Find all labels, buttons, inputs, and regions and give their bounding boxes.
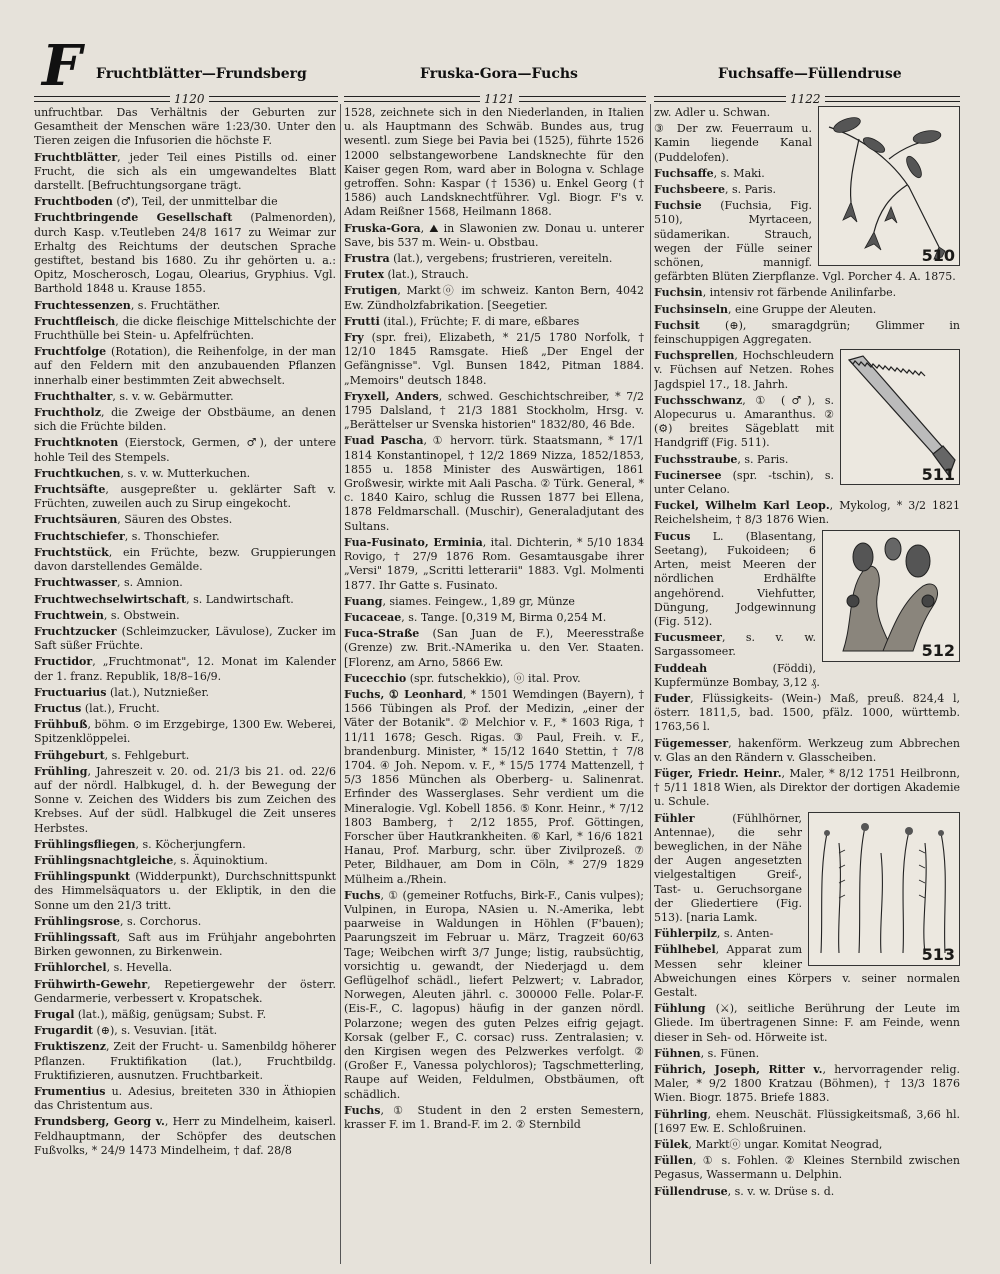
entry-headword: Fructidor <box>34 655 93 669</box>
entry-text: u. Adesius, breiteten 330 in Äthiopien das Christentum aus. <box>34 1085 336 1113</box>
dictionary-entry <box>654 1154 960 1182</box>
dictionary-entry <box>34 702 336 716</box>
dictionary-entry <box>34 749 336 763</box>
entry-text: , ital. Dichterin, * 5/10 1834 Rovigo, † 27/9 1876 Rom. Gesamtausgabe ihrer „Versi" 1879, „Scritti letterarii" 1883. Vgl. Molmenti 1877. Ihr Gatte s. Fusinato. <box>344 535 644 592</box>
entry-headword: Füger, Friedr. Heinr. <box>654 766 782 780</box>
entry-headword: Frugal <box>34 1007 75 1021</box>
entry-headword: Frugardit <box>34 1024 93 1038</box>
entry-headword: Frutigen <box>344 284 398 298</box>
entry-headword: Fühler <box>654 811 695 825</box>
seaweed-illustration <box>823 531 957 659</box>
column-divider <box>650 104 651 1264</box>
dictionary-entry <box>344 611 644 625</box>
dictionary-entry <box>654 286 960 300</box>
entry-text: (spr. frei), Elizabeth, * 21/5 1780 Norfolk, † 12/10 1845 Ramsgate. Hieß „Der Engel der Gefängnisse". Vgl. Bunsen 1842, Pitman 1884. „Memoirs" deutsch 1848. <box>344 331 644 387</box>
entry-text: 1528, zeichnete sich in den Niederlanden, in Italien u. als Hauptmann des Schwäb. Bundes aus, trug wesentl. zum Siege bei Pavia bei (1525), führte 1526 12000 selbstangeworbene Landsknechte für den Kaiser gegen Rom, ward aber in Bologna v. Schlage getroffen. Sohn: Kaspar († 1536) u. Enkel Georg († 1586) auch Landsknechtführer. Vgl. Biogr. F's v. Adam Reißner 1568, Heilmann 1868. <box>344 106 644 219</box>
entry-text: , s. Fünen. <box>700 1046 760 1060</box>
column-left <box>34 106 336 1264</box>
entry-text: , * 1501 Wemdingen (Bayern), † 1566 Tübingen als Prof. der Medizin, „einer der Väter der Botanik". ② Melchior v. F., * 1603 Riga, † 11/11 1678; Gesch. Rigas. ③ Paul, Freih. v. F., brandenburg. Minister, * 15/12 1640 Stettin, † 7/8 1704. ④ Joh. Nepom. v. F., * 15/5 1774 Mattenzell, † 5/3 1856 München als Oberberg- u. Salinenrat. Erfinder des Wasserglases. Sehr verdient um die Mineralogie. Vgl. Kobell 1856. ⑤ Konr. Heinr., * 7/12 1803 Bamberg, † 2/12 1855, Prof. Göttingen, Forscher über Hautkrankheiten. ⑥ Karl, * 16/6 1821 Hanau, Prof. Marburg, schr. über Zivilprozeß. ⑦ Peter, Bildhauer, am Dom in Cöln, * 27/9 1829 Mülheim a./Rhein. <box>344 687 644 886</box>
entry-text: , ① Student in den 2 ersten Semestern, krasser F. im 1. Brand-F. im 2. ② Sternbild <box>344 1103 644 1132</box>
dictionary-entry <box>344 252 644 266</box>
entry-headword: Frühlorchel <box>34 961 107 975</box>
running-head-left: Fruchtblätter—Frundsberg <box>96 66 307 82</box>
dictionary-entry <box>34 530 336 544</box>
dictionary-entry <box>344 268 644 282</box>
page-number-left: 1120 <box>170 92 209 106</box>
dictionary-entry <box>34 686 336 700</box>
figure-number: 513 <box>921 945 955 965</box>
figure-number: 510 <box>921 245 955 265</box>
entry-headword: Fruchtholz <box>34 406 101 420</box>
dictionary-entry <box>654 303 960 317</box>
entry-headword: Fuchs, ① Leonhard <box>344 687 463 701</box>
entry-text: (♂), Teil, der unmittelbar die <box>112 195 278 209</box>
entry-headword: Fruchtsäfte <box>34 483 106 497</box>
dictionary-entry <box>34 870 336 913</box>
dictionary-entry <box>34 655 336 683</box>
entry-text: , intensiv rot färbende Anilinfarbe. <box>702 286 897 300</box>
dictionary-entry <box>654 1185 960 1199</box>
dictionary-entry <box>34 195 336 209</box>
entry-text: (⚔), seitliche Berührung der Leute im Gliede. Im übertragenen Sinne: F. am Feinde, wenn dieser in Seh- od. Hörweite ist. <box>654 1002 960 1044</box>
entry-headword: Fuang <box>344 594 383 608</box>
entry-headword: Fühlhebel <box>654 943 716 957</box>
dictionary-entry <box>34 151 336 194</box>
dictionary-entry <box>344 331 644 388</box>
entry-headword: Fruktiszenz <box>34 1040 106 1054</box>
entry-text: L. (Blasentang, Seetang), Fukoideen; 6 Arten, meist Meeren der nördlichen Erdhälfte angehörend. Viehfutter, Düngung, Jodgewinnung (Fig. 512). <box>654 529 816 628</box>
dictionary-entry <box>34 315 336 343</box>
dictionary-entry <box>344 688 644 887</box>
entry-text: , Marktⓞ im schweiz. Kanton Bern, 4042 Ew. Zündholzfabrikation. [Seegetier. <box>344 284 644 312</box>
entry-text: , Herr zu Mindelheim, kaiserl. Feldhauptmann, der Schöpfer des deutschen Fußvolks, * 24/9 1473 Mindelheim, † daf. 28/8 <box>34 1115 336 1157</box>
entry-text: unfruchtbar. Das Verhältnis der Geburten zur Gesamtheit der Menschen wäre 1:23/30. Unter den Tieren zeigen die Infusorien die höchste F. <box>34 106 336 148</box>
entry-headword: Fuchsin <box>654 286 703 300</box>
entry-text: , ausgepreßter u. geklärter Saft v. Früchten, zuweilen auch zu Sirup eingekocht. <box>34 483 336 511</box>
entry-headword: Fruchtschiefer <box>34 529 125 543</box>
dictionary-entry <box>34 467 336 481</box>
entry-text: , ① (♂), s. Alopecurus u. Amaranthus. ② (⚙) breites Sägeblatt mit Handgriff (Fig. 511). <box>654 393 834 450</box>
entry-text: , Maler, * 8/12 1751 Heilbronn, † 5/11 1818 Wien, als Direktor der dortigen Akademie u. Schule. <box>654 766 960 809</box>
entry-headword: Frutex <box>344 268 385 282</box>
entry-text: (Rotation), die Reihenfolge, in der man auf den Feldern mit den anzubauenden Pflanzen innerhalb einer bestimmten Zeit abwechselt. <box>34 345 336 387</box>
entry-text: , ① (gemeiner Rotfuchs, Birk-F., Canis vulpes); Vulpinen, in Europa, NAsien u. N.-Amerika, lebt paarweise in Waldungen in Höhlen (F'bauen); Paarungszeit im Februar u. März, Tragzeit 60/63 Tage; Weibchen wirft 3/7 Junge; listig, raubsüchtig, vorsichtig u. gewandt, der Niederjagd u. dem Geflügelhof schädl., liefert Pelzwert; v. Labrador, Norwegen, Aleuten jährl. c. 300000 Felle. Polar-F. (Eis-F., C. lagopus) häufig in der ganzen nördl. Polarzone; wegen des guten Pelzes eifrig gejagt. Korsak (gelber F., C. corsac) russ. Zentralasien; v. den Kirgisen wegen des Pelzwerkes verfolgt. ② (Großer F., Vanessa polychloros); Tagschmetterling, Raupe auf Weiden, Feldulmen, Obstbäumen, oft schädlich. <box>344 888 644 1101</box>
entry-text: (Fuchsia, Fig. 510), Myrtaceen, südamerikan. Strauch, wegen der Fülle seiner schönen, mannigf. gefärbten Blüten Zierpflanze. Vgl. Porcher 4. A. 1875. <box>654 199 956 284</box>
entry-headword: Fruchtfolge <box>34 345 107 359</box>
entry-headword: Fuchsschwanz <box>654 393 743 407</box>
entry-headword: Fruchtwein <box>34 608 104 622</box>
entry-text: , Saft aus im Frühjahr angebohrten Birken gewonnen, zu Birkenwein. <box>34 930 336 959</box>
entry-text: zw. Adler u. Schwan. <box>654 106 771 119</box>
page-number-center: 1121 <box>480 92 519 106</box>
dictionary-entry <box>654 1047 960 1061</box>
column-right-text-a <box>654 106 960 1199</box>
dictionary-entry <box>344 284 644 312</box>
entry-headword: Fruchtsäuren <box>34 513 118 527</box>
entry-text: , s. Thonschiefer. <box>124 529 220 543</box>
dictionary-entry <box>34 406 336 434</box>
entry-headword: Fua-Fusinato, Erminia <box>344 535 483 549</box>
dictionary-entry <box>654 1002 960 1045</box>
dictionary-entry <box>34 1115 336 1158</box>
entry-text: , Jahreszeit v. 20. od. 21/3 bis 21. od. 22/6 auf der nördl. Halbkugel, d. h. der Bewegung der Sonne v. Zeichen des Widders bis zum Zeichen des Krebses. Auf der südl. Halbkugel die Zeit unseres Herbstes. <box>34 764 336 835</box>
entry-headword: Fruchtwasser <box>34 576 117 590</box>
dictionary-entry <box>654 1063 960 1106</box>
dictionary-entry <box>344 889 644 1102</box>
entry-headword: Fruchtfleisch <box>34 314 116 328</box>
entry-text: , s. Tange. [0,319 M, Birma 0,254 M. <box>401 610 607 624</box>
entry-text: , schwed. Geschichtschreiber, * 7/2 1795 Dalsland, † 21/3 1881 Stockholm, Hrsg. v. „Berättelser ur Svenska historien" 1832/80, 46 Bde. <box>344 389 644 432</box>
entry-headword: Fühnen <box>654 1046 701 1060</box>
hand-saw-illustration <box>841 350 957 485</box>
entry-headword: Fuchs <box>344 1103 381 1117</box>
figure-513-antennae <box>808 812 960 966</box>
figure-512-fucus <box>822 530 960 662</box>
dictionary-entry <box>344 315 644 329</box>
dictionary-entry <box>34 513 336 527</box>
entry-text: (spr. -tschin), s. unter Celano. <box>654 468 834 497</box>
entry-text: (Fühlhörner, Antennae), die sehr beweglichen, in der Nähe der Augen angesetzten vielgestaltigen Greif-, Tast- u. Geruchsorgane der Gliedertiere (Fig. 513). [naria Lamk. <box>654 811 802 924</box>
entry-text: , Zeit der Frucht- u. Samenbildg höherer Pflanzen. Fruktifikation (lat.), Fruchtbildg. Fruktifizieren, ausnutzen. Fruchtbarkeit. <box>34 1040 336 1082</box>
entry-text: , s. Landwirtschaft. <box>186 592 294 606</box>
dictionary-entry <box>34 931 336 959</box>
dictionary-entry <box>344 106 644 220</box>
dictionary-entry <box>654 319 960 347</box>
entry-headword: Fruchtbringende Gesellschaft <box>34 211 233 225</box>
entry-text: , s. Amnion. <box>116 576 183 590</box>
entry-text: (Föddi), Kupfermünze Bombay, 3,12 ₰. <box>654 661 820 689</box>
dictionary-entry <box>34 390 336 404</box>
entry-text: (Palmenorden), durch Kasp. v.Teutleben 24/8 1617 zu Weimar zur Erhaltg des Reichtums der deutschen Sprache gestiftet, bestand bis 1680. Zu ihr gehörten u. a.: Opitz, Moscherosch, Logau, Olearius, Gryphius. Vgl. Barthold 1848 u. Krause 1855. <box>34 211 336 296</box>
entry-text: (lat.), mäßig, genügsam; Subst. F. <box>74 1007 267 1021</box>
entry-text: ③ Der zw. Feuerraum u. Kamin liegende Kanal (Puddelofen). <box>654 122 812 164</box>
entry-text: , ⛰ in Slawonien zw. Donau u. unterer Save, bis 537 m. Wein- u. Obstbau. <box>344 221 644 249</box>
entry-text: , ① s. Fohlen. ② Kleines Sternbild zwischen Pegasus, Wassermann u. Delphin. <box>654 1154 960 1182</box>
dictionary-entry <box>34 576 336 590</box>
dictionary-entry <box>344 536 644 593</box>
entry-text: (ital.), Früchte; F. di mare, eßbares <box>379 314 580 328</box>
column-center <box>344 106 644 1264</box>
figure-510-fuchsia <box>818 106 960 266</box>
entry-headword: Frühwirth-Gewehr <box>34 977 148 991</box>
dictionary-entry <box>654 737 960 765</box>
figure-number: 512 <box>921 641 955 661</box>
dictionary-entry <box>34 106 336 149</box>
entry-headword: Fuchs <box>344 888 381 902</box>
figure-number: 511 <box>921 465 955 485</box>
entry-headword: Fuder <box>654 691 691 705</box>
dictionary-entry <box>344 434 644 533</box>
dictionary-entry <box>34 1040 336 1083</box>
dictionary-entry <box>654 499 960 527</box>
dictionary-entry <box>344 390 644 433</box>
entry-headword: Fucus <box>654 529 691 543</box>
entry-text: , die Zweige der Obstbäume, an denen sich die Früchte bilden. <box>34 406 336 434</box>
entry-text: , s. Hevella. <box>106 961 173 975</box>
entry-text: , Hochschleudern v. Füchsen auf Netzen. Rohes Jagdspiel 17., 18. Jahrh. <box>654 349 834 391</box>
entry-headword: Fühlerpilz <box>654 927 717 941</box>
entry-headword: Füllendruse <box>654 1184 728 1198</box>
entry-text: (Eierstock, Germen, ♂), der untere hohle Teil des Stempels. <box>34 436 336 464</box>
dictionary-entry <box>34 838 336 852</box>
entry-text: (spr. futschekkio), ⓞ ital. Prov. <box>406 671 581 685</box>
entry-headword: Frühlingssaft <box>34 930 117 944</box>
dictionary-entry <box>34 854 336 868</box>
entry-headword: Fruchtstück <box>34 545 109 559</box>
dictionary-entry <box>344 222 644 250</box>
dictionary-entry <box>34 483 336 511</box>
entry-text: , s. Maki. <box>713 166 765 180</box>
entry-text: (lat.), vergebens; frustrieren, vereiteln. <box>389 252 613 266</box>
entry-headword: Frühlingsrose <box>34 914 120 928</box>
entry-text: , s. Paris. <box>724 183 776 197</box>
column-divider <box>340 104 341 1264</box>
dictionary-entry <box>344 672 644 686</box>
entry-headword: Frundsberg, Georg v. <box>34 1115 165 1129</box>
entry-headword: Fucecchio <box>344 671 407 685</box>
dictionary-entry <box>34 978 336 1006</box>
dictionary-entry <box>344 627 644 670</box>
dictionary-entry <box>344 595 644 609</box>
entry-headword: Fülek <box>654 1138 689 1152</box>
entry-headword: Frumentius <box>34 1085 106 1098</box>
entry-text: , s. Fruchtäther. <box>130 298 221 312</box>
entry-text: (lat.), Frucht. <box>81 701 160 715</box>
entry-headword: Fuchsbeere <box>654 183 725 197</box>
dictionary-entry <box>34 1024 336 1038</box>
entry-headword: Fuchsprellen <box>654 349 735 363</box>
entry-headword: Fruchthalter <box>34 389 113 403</box>
entry-headword: Frühling <box>34 764 88 778</box>
entry-text: , s. Obstwein. <box>103 608 180 622</box>
entry-headword: Frühgeburt <box>34 748 105 762</box>
dictionary-entry <box>344 1104 644 1132</box>
entry-headword: Frühbuß <box>34 718 88 732</box>
entry-headword: Fuckel, Wilhelm Karl Leop. <box>654 499 830 513</box>
entry-text: , siames. Feingew., 1,89 gr, Münze <box>382 594 575 608</box>
entry-headword: Fuca-Straße <box>344 627 420 641</box>
entry-headword: Fucusmeer <box>654 631 722 645</box>
entry-headword: Fruchtkuchen <box>34 466 121 480</box>
entry-text: , Säuren des Obstes. <box>117 513 233 527</box>
dictionary-entry <box>654 767 960 810</box>
entry-headword: Fruchtzucker <box>34 624 117 638</box>
dictionary-entry <box>34 625 336 653</box>
entry-text: (San Juan de F.), Meeresstraße (Grenze) zw. Brit.-NAmerika u. den Ver. Staaten. [Florenz, am Arno, 5866 Ew. <box>344 627 644 669</box>
entry-text: , s. v. w. Drüse s. d. <box>727 1184 835 1198</box>
entry-text: , s. Fehlgeburt. <box>104 748 190 762</box>
dictionary-entry <box>34 1008 336 1022</box>
entry-text: , Apparat zum Messen sehr kleiner Abweichungen eines Körpers v. seiner normalen Gestalt. <box>654 943 960 999</box>
dictionary-entry <box>654 1138 960 1152</box>
dictionary-entry <box>654 1108 960 1136</box>
entry-text: , eine Gruppe der Aleuten. <box>728 302 877 316</box>
entry-headword: Frustra <box>344 252 390 266</box>
entry-headword: Fucinersee <box>654 468 722 482</box>
entry-headword: Fryxell, Anders <box>344 389 439 403</box>
entry-headword: Fruchtboden <box>34 195 113 209</box>
column-right <box>654 106 960 1264</box>
entry-headword: Fry <box>344 331 364 345</box>
entry-headword: Führling <box>654 1107 708 1121</box>
entry-headword: Fruchtwechselwirtschaft <box>34 592 187 606</box>
running-head-center: Fruska-Gora—Fuchs <box>420 66 578 82</box>
entry-headword: Fuchsinseln <box>654 302 729 316</box>
entry-text: , böhm. ⊙ im Erzgebirge, 1300 Ew. Weberei, Spitzenklöppelei. <box>34 718 336 746</box>
entry-headword: Fuddeah <box>654 661 708 675</box>
dictionary-entry <box>34 436 336 464</box>
dictionary-entry <box>34 1085 336 1113</box>
dictionary-entry <box>34 961 336 975</box>
entry-headword: Frühlingsnachtgleiche <box>34 853 174 867</box>
entry-headword: Fuchsaffe <box>654 166 714 180</box>
entry-text: , s. Anten- <box>716 927 774 941</box>
entry-text: , s. Köcherjungfern. <box>135 837 246 851</box>
entry-headword: Frutti <box>344 314 380 328</box>
dictionary-entry <box>34 211 336 296</box>
entry-headword: Fügemesser <box>654 736 729 750</box>
entry-text: , ein Früchte, bezw. Gruppierungen davon darstellendes Gemälde. <box>34 545 336 574</box>
entry-headword: Frühlingspunkt <box>34 870 131 884</box>
entry-text: , Marktⓞ ungar. Komitat Neograd, <box>688 1138 883 1152</box>
entry-text: , die dicke fleischige Mittelschichte der Fruchthülle bei Stein- u. Apfelfrüchten. <box>34 314 336 343</box>
dictionary-entry <box>34 299 336 313</box>
entry-text: (lat.), Strauch. <box>384 268 469 282</box>
dictionary-entry <box>654 662 960 690</box>
entry-headword: Fruska-Gora <box>344 221 421 235</box>
dictionary-entry <box>654 692 960 735</box>
entry-text: , Repetiergewehr der österr. Gendarmerie, verbessert v. Kropatschek. <box>34 977 336 1005</box>
entry-text: , s. Corchorus. <box>119 914 202 928</box>
entry-text: , „Fruchtmonat", 12. Monat im Kalender der 1. franz. Republik, 18/8–16/9. <box>34 655 336 683</box>
running-head-right: Fuchsaffe—Füllendruse <box>718 66 902 82</box>
dictionary-entry <box>34 593 336 607</box>
dictionary-entry <box>34 915 336 929</box>
entry-headword: Fuchsstraube <box>654 452 738 466</box>
entry-headword: Fuchsie <box>654 199 702 213</box>
entry-headword: Fruchtessenzen <box>34 298 131 312</box>
entry-text: , s. v. w. Sargassomeer. <box>654 631 816 659</box>
entry-text: , hakenförm. Werkzeug zum Abbrechen v. Glas an den Rändern v. Glasscheiben. <box>654 736 960 764</box>
entry-text: , s. v. w. Gebärmutter. <box>112 389 234 403</box>
dictionary-entry <box>34 345 336 388</box>
fuchsia-illustration <box>819 107 959 265</box>
entry-text: , hervorragender relig. Maler, * 9/2 1800 Kratzau (Böhmen), † 13/3 1876 Wien. Biogr. 1875. Briefe 1883. <box>654 1063 960 1105</box>
entry-headword: Fructus <box>34 701 82 715</box>
entry-text: , ehem. Neuschät. Flüssigkeitsmaß, 3,66 hl. [1697 Ew. E. Schloßruinen. <box>654 1107 960 1135</box>
entry-text: , s. v. w. Mutterkuchen. <box>120 466 251 480</box>
dictionary-entry <box>34 546 336 574</box>
entry-text: (⊕), smaragdgrün; Glimmer in feinschuppigen Aggregaten. <box>654 318 960 347</box>
dictionary-entry <box>34 765 336 836</box>
entry-headword: Füllen <box>654 1154 693 1168</box>
entry-text: , Mykolog, * 3/2 1821 Reichelsheim, † 8/3 1876 Wien. <box>654 499 960 527</box>
page-number-right: 1122 <box>786 92 825 106</box>
entry-headword: Fruchtknoten <box>34 436 119 450</box>
entry-text: , ① hervorr. türk. Staatsmann, * 17/1 1814 Konstantinopel, † 12/2 1869 Nizza, 1852/1853, 1855 u. 1858 Minister des Auswärtigen, 1861 Großwesir, wirkte mit Aali Pascha. ② Türk. General, * c. 1840 Kairo, schlug die Russen 1877 bei Ellena, 1878 Feldmarschall. (Muschir), Generaladjutant des Sultans. <box>344 434 644 533</box>
entry-text: , Flüssigkeits- (Wein-) Maß, preuß. 824,4 l, österr. 1811,5, bad. 1500, pfälz. 1000, württemb. 1763,56 l. <box>654 691 960 734</box>
entry-headword: Frühlingsfliegen <box>34 837 136 851</box>
entry-text: , s. Äquinoktium. <box>173 853 268 867</box>
entry-headword: Fuad Pascha <box>344 434 424 448</box>
entry-text: , s. Paris. <box>737 452 789 466</box>
entry-text: , jeder Teil eines Pistills od. einer Frucht, die sich als ein umgewandeltes Blatt darstellt. [Befruchtungsorgane trägt. <box>34 150 336 193</box>
entry-headword: Fuchsit <box>654 318 700 332</box>
entry-headword: Fühlung <box>654 1002 706 1016</box>
entry-headword: Fucaceae <box>344 610 402 624</box>
entry-headword: Führich, Joseph, Ritter v. <box>654 1063 823 1076</box>
figure-511-hand-saw <box>840 349 960 485</box>
entry-text: (lat.), Nutznießer. <box>106 685 209 699</box>
entry-headword: Fruchtblätter <box>34 150 118 164</box>
insect-antennae-illustration <box>809 813 957 963</box>
entry-headword: Fructuarius <box>34 685 107 699</box>
entry-text: (⊕), s. Vesuvian. [ität. <box>92 1024 218 1038</box>
section-letter: F <box>42 33 82 99</box>
entry-text: (Schleimzucker, Lävulose), Zucker im Saft süßer Früchte. <box>34 624 336 653</box>
dictionary-entry <box>34 718 336 746</box>
dictionary-entry <box>34 609 336 623</box>
entry-text: (Widderpunkt), Durchschnittspunkt des Himmelsäquators u. der Ekliptik, in den die Sonne um den 21/3 tritt. <box>34 870 336 912</box>
